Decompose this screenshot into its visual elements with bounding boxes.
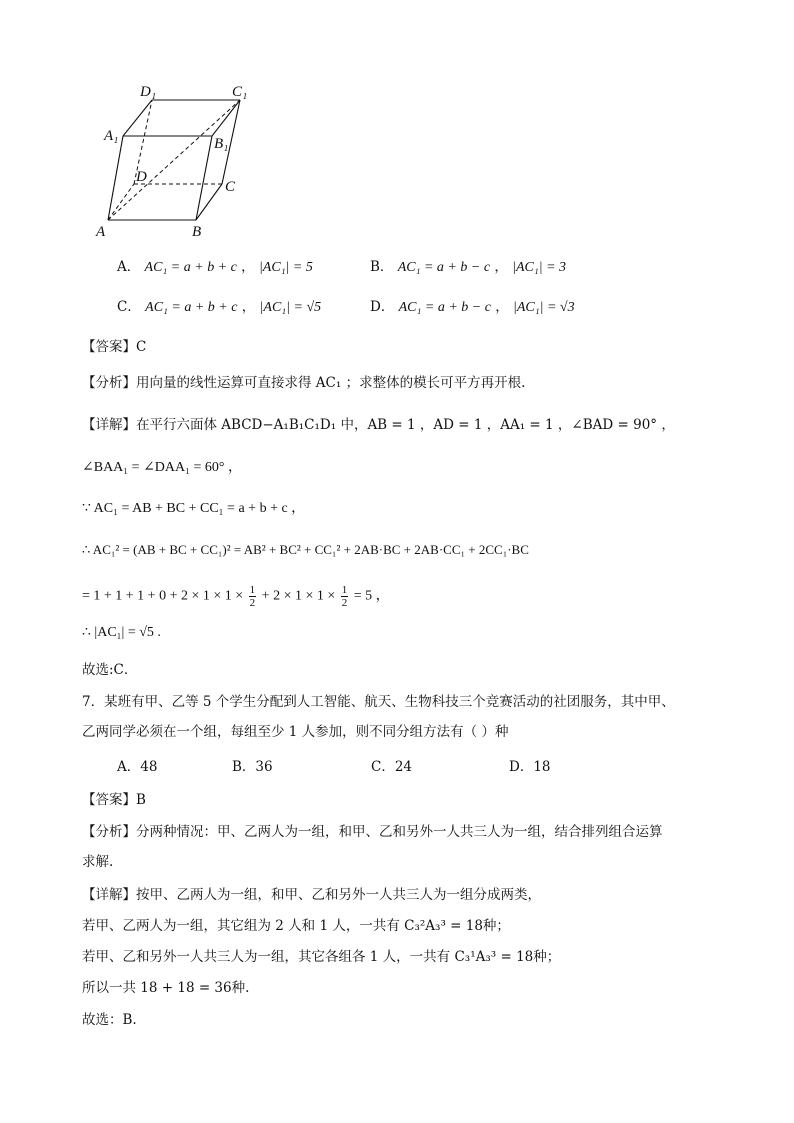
option-vector: AC₁ = a + b + c [145,300,238,315]
q7-stem-line2: 乙两同学必须在一个组，每组至少 1 人参加，则不同分组方法有（ ）种 [82,724,509,740]
option-letter: C． [117,299,141,315]
option-modulus: |AC₁| = 5 [258,260,313,275]
answer-tag: 【答案】 [82,339,136,355]
q6-option-a: A． AC₁ = a + b + c ， |AC₁| = 5 [117,259,313,275]
q6-detail-line6: ∴ |AC₁| = √5 . [82,625,161,640]
answer-value: B [136,792,146,808]
parallelepiped-figure [90,78,260,243]
q6-detail-line2: ∠BAA₁ = ∠DAA₁ = 60° ， [82,460,243,475]
analysis-text: 分两种情况：甲、乙两人为一组，和甲、乙和另外一人共三人为一组，结合排列组合运算 [136,824,663,840]
option-vector: AC₁ = a + b − c [397,260,491,275]
option-modulus: |AC₁| = √5 [259,300,322,315]
q6-analysis [82,374,525,392]
label-c: C [225,179,236,195]
fraction: $\frac{1}{2}$ [249,584,256,609]
q6-option-c: C． AC₁ = a + b + c ， |AC₁| = √5 [117,299,322,315]
q7-option-c: C．24 [371,759,413,775]
answer-tag: 【答案】 [82,792,136,808]
q6-detail-line4: ∴ AC₁² = (AB + BC + CC₁)² = AB² + BC² + CC₁² + 2AB·BC + 2AB·CC₁ + 2CC₁·BC [82,542,529,557]
q6-detail-line5: = 1 + 1 + 1 + 0 + 2 × 1 × 1 × $\frac{1}{2}$ + 2 × 1 × 1 × $\frac{1}{2}$ = 5 ， [82,584,390,609]
option-letter: D． [370,299,395,315]
q7-detail-line2: 若甲、乙两人为一组，其它组为 2 人和 1 人，一共有 C₃²A₃³ = 18种； [82,918,510,934]
q6-detail-line3: ∵ AC₁ = AB + BC + CC₁ = a + b + c ， [82,501,306,516]
label-d: D [136,169,147,185]
q7-option-a: A．48 [117,759,158,775]
q7-answer [82,791,146,809]
option-modulus: |AC₁| = 3 [512,260,567,275]
label-b1: B₁ [214,136,229,152]
label-c1: C₁ [232,84,248,100]
q6-option-b: B． AC₁ = a + b − c ， |AC₁| = 3 [370,259,567,275]
q7-option-d: D．18 [509,759,551,775]
q7-analysis-line2: 求解. [82,854,114,870]
q7-option-b: B．36 [232,759,273,775]
label-a: A [96,224,106,240]
q7-stem-line1: 7．某班有甲、乙等 5 个学生分配到人工智能、航天、生物科技三个竞赛活动的社团服务，其中甲、 [82,694,675,710]
option-modulus: |AC₁| = √3 [513,300,575,315]
q7-analysis-line1 [82,823,663,841]
edge-d1-a1 [123,100,152,136]
answer-value: C [136,339,147,355]
analysis-text: 用向量的线性运算可直接求得 AC₁ ；求整体的模长可平方再开根. [136,375,526,391]
label-b: B [192,224,202,240]
detail-text: 按甲、乙两人为一组，和甲、乙和另外一人共三人为一组分成两类， [136,887,541,903]
option-letter: A． [117,259,141,275]
q6-conclusion: 故选:C． [82,662,138,678]
option-vector: AC₁ = a + b − c [398,300,491,315]
q6-option-d: D． AC₁ = a + b − c ， |AC₁| = √3 [370,299,575,315]
detail-tag: 【详解】 [82,887,136,903]
q6-answer [82,338,146,356]
option-vector: AC₁ = a + b + c [144,260,237,275]
q7-detail-line3: 若甲、乙和另外一人共三人为一组，其它各组各 1 人，一共有 C₃¹A₃³ = 18种； [82,949,561,965]
edge-a-a1 [108,136,123,220]
analysis-tag: 【分析】 [82,375,136,391]
edge-ad-hidden [108,184,134,220]
detail-tag: 【详解】 [82,417,136,433]
diagonal-a-c1 [108,100,240,220]
fraction: $\frac{1}{2}$ [341,584,348,609]
analysis-tag: 【分析】 [82,824,136,840]
label-a1: A₁ [104,128,119,144]
edge-b-b1 [196,136,212,220]
option-letter: B． [370,259,394,275]
q6-detail-line1 [82,416,675,434]
detail-text: 在平行六面体 ABCD−A₁B₁C₁D₁ 中，AB = 1 ，AD = 1 ，AA₁ = 1 ，∠BAD = 90° ， [136,417,675,433]
q7-detail-line4: 所以一共 18 + 18 = 36种. [82,980,250,996]
q7-conclusion: 故选：B. [82,1012,137,1028]
q7-detail-line1 [82,886,541,904]
label-d1: D₁ [140,84,157,100]
